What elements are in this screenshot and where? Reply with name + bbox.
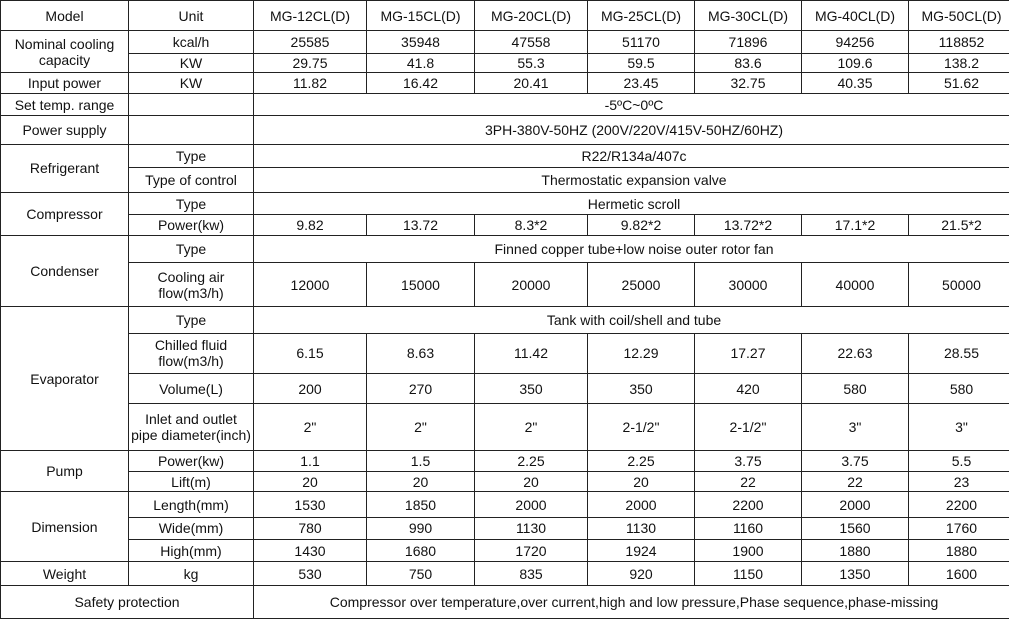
cooling-kw-row — [1, 53, 1009, 72]
value-cell: 25000 — [588, 262, 695, 307]
value-cell: 35948 — [367, 31, 475, 53]
pump-power-row — [1, 450, 1009, 471]
value-cell: 8.63 — [367, 333, 475, 373]
value-cell: 22 — [695, 472, 802, 492]
model-name: MG-20CL(D) — [475, 1, 588, 31]
value-cell: 350 — [588, 374, 695, 404]
model-name: MG-40CL(D) — [802, 1, 909, 31]
value-cell: 9.82 — [254, 215, 367, 235]
refrigerant-control-value: Thermostatic expansion valve — [254, 167, 1009, 192]
power-supply-row — [1, 116, 1009, 144]
value-cell: 2-1/2" — [695, 404, 802, 451]
value-cell: 420 — [695, 374, 802, 404]
value-cell: 1350 — [802, 562, 909, 586]
pump-label: Pump — [1, 450, 129, 491]
value-cell: 109.6 — [802, 53, 909, 72]
compressor-label: Compressor — [1, 193, 129, 235]
sub-label: Length(mm) — [129, 492, 254, 517]
weight-row — [1, 562, 1009, 586]
value-cell: 2" — [254, 404, 367, 451]
value-cell: 750 — [367, 562, 475, 586]
value-cell: 83.6 — [695, 53, 802, 72]
value-cell: 1130 — [475, 517, 588, 539]
pipe-diameter-label: Inlet and outlet pipe diameter(inch) — [131, 411, 251, 444]
weight-label: Weight — [1, 562, 129, 586]
evaporator-label: Evaporator — [1, 307, 129, 451]
compressor-type-row — [1, 193, 1009, 215]
value-cell: 17.27 — [695, 333, 802, 373]
value-cell: 20.41 — [475, 72, 588, 93]
value-cell: 25585 — [254, 31, 367, 53]
value-cell: 270 — [367, 374, 475, 404]
evaporator-pipe-row — [1, 404, 1009, 451]
sub-label: Cooling air flow(m3/h) — [129, 262, 254, 307]
value-cell: 200 — [254, 374, 367, 404]
compressor-power-row — [1, 215, 1009, 235]
value-cell: 20 — [588, 472, 695, 492]
dimension-high-row — [1, 539, 1009, 561]
evaporator-type-value: Tank with coil/shell and tube — [254, 307, 1009, 333]
value-cell: 12.29 — [588, 333, 695, 373]
value-cell: 71896 — [695, 31, 802, 53]
value-cell: 22.63 — [802, 333, 909, 373]
value-cell: 1924 — [588, 539, 695, 561]
compressor-type-value: Hermetic scroll — [254, 193, 1009, 215]
value-cell: 2" — [367, 404, 475, 451]
value-cell: 530 — [254, 562, 367, 586]
value-cell: 2000 — [802, 492, 909, 517]
value-cell: 2000 — [588, 492, 695, 517]
value-cell: 12000 — [254, 262, 367, 307]
value-cell: 30000 — [695, 262, 802, 307]
input-power-label: Input power — [1, 72, 129, 93]
model-name: MG-50CL(D) — [909, 1, 1009, 31]
sub-label — [129, 404, 254, 451]
value-cell: 11.42 — [475, 333, 588, 373]
value-cell: 9.82*2 — [588, 215, 695, 235]
value-cell: 1150 — [695, 562, 802, 586]
value-cell: 6.15 — [254, 333, 367, 373]
safety-row — [1, 586, 1009, 619]
value-cell: 94256 — [802, 31, 909, 53]
value-cell: 1560 — [802, 517, 909, 539]
value-cell: 3.75 — [802, 450, 909, 471]
value-cell: 2200 — [909, 492, 1009, 517]
value-cell: 40000 — [802, 262, 909, 307]
unit-cell: kcal/h — [129, 31, 254, 53]
value-cell: 1900 — [695, 539, 802, 561]
value-cell: 3" — [802, 404, 909, 451]
value-cell: 990 — [367, 517, 475, 539]
dimension-label: Dimension — [1, 492, 129, 562]
condenser-air-row — [1, 262, 1009, 307]
value-cell: 17.1*2 — [802, 215, 909, 235]
model-header: Model — [1, 1, 129, 31]
safety-label: Safety protection — [1, 586, 254, 619]
refrigerant-label: Refrigerant — [1, 144, 129, 193]
value-cell: 15000 — [367, 262, 475, 307]
value-cell: 2-1/2" — [588, 404, 695, 451]
value-cell: 2.25 — [475, 450, 588, 471]
unit-cell: KW — [129, 72, 254, 93]
value-cell: 50000 — [909, 262, 1009, 307]
empty-unit-cell — [129, 116, 254, 144]
pump-lift-row — [1, 472, 1009, 492]
model-name: MG-15CL(D) — [367, 1, 475, 31]
unit-cell: kg — [129, 562, 254, 586]
model-name: MG-25CL(D) — [588, 1, 695, 31]
value-cell: 41.8 — [367, 53, 475, 72]
value-cell: 20 — [254, 472, 367, 492]
power-supply-label: Power supply — [1, 116, 129, 144]
value-cell: 138.2 — [909, 53, 1009, 72]
evaporator-flow-row — [1, 333, 1009, 373]
condenser-type-row — [1, 235, 1009, 262]
value-cell: 1.1 — [254, 450, 367, 471]
value-cell: 23 — [909, 472, 1009, 492]
sub-label: Volume(L) — [129, 374, 254, 404]
value-cell: 1850 — [367, 492, 475, 517]
sub-label: Lift(m) — [129, 472, 254, 492]
sub-label: Type of control — [129, 167, 254, 192]
sub-label: Type — [129, 235, 254, 262]
value-cell: 16.42 — [367, 72, 475, 93]
sub-label: Power(kw) — [129, 215, 254, 235]
model-name: MG-12CL(D) — [254, 1, 367, 31]
evaporator-type-row — [1, 307, 1009, 333]
power-supply-value: 3PH-380V-50HZ (200V/220V/415V-50HZ/60HZ) — [254, 116, 1009, 144]
value-cell: 2200 — [695, 492, 802, 517]
value-cell: 3" — [909, 404, 1009, 451]
value-cell: 350 — [475, 374, 588, 404]
value-cell: 23.45 — [588, 72, 695, 93]
value-cell: 40.35 — [802, 72, 909, 93]
value-cell: 1160 — [695, 517, 802, 539]
value-cell: 920 — [588, 562, 695, 586]
value-cell: 13.72 — [367, 215, 475, 235]
value-cell: 2.25 — [588, 450, 695, 471]
value-cell: 51.62 — [909, 72, 1009, 93]
condenser-type-value: Finned copper tube+low noise outer rotor fan — [254, 235, 1009, 262]
value-cell: 1600 — [909, 562, 1009, 586]
value-cell: 1430 — [254, 539, 367, 561]
value-cell: 5.5 — [909, 450, 1009, 471]
safety-value: Compressor over temperature,over current,high and low pressure,Phase sequence,phase-missing — [254, 586, 1009, 619]
refrigerant-control-row — [1, 167, 1009, 192]
cooling-kcal-row — [1, 31, 1009, 53]
value-cell: 20000 — [475, 262, 588, 307]
value-cell: 59.5 — [588, 53, 695, 72]
refrigerant-type-row — [1, 144, 1009, 167]
evaporator-volume-row — [1, 374, 1009, 404]
model-name: MG-30CL(D) — [695, 1, 802, 31]
value-cell: 1880 — [802, 539, 909, 561]
value-cell: 2000 — [475, 492, 588, 517]
value-cell: 22 — [802, 472, 909, 492]
header-row — [1, 1, 1009, 31]
value-cell: 580 — [909, 374, 1009, 404]
value-cell: 13.72*2 — [695, 215, 802, 235]
value-cell: 20 — [475, 472, 588, 492]
sub-label: Type — [129, 144, 254, 167]
temp-range-label: Set temp. range — [1, 94, 129, 116]
value-cell: 3.75 — [695, 450, 802, 471]
input-power-row — [1, 72, 1009, 93]
dimension-wide-row — [1, 517, 1009, 539]
empty-unit-cell — [129, 94, 254, 116]
cooling-capacity-label: Nominal cooling capacity — [1, 31, 129, 72]
value-cell: 1530 — [254, 492, 367, 517]
value-cell: 118852 — [909, 31, 1009, 53]
unit-header: Unit — [129, 1, 254, 31]
temp-range-row — [1, 94, 1009, 116]
sub-label: Wide(mm) — [129, 517, 254, 539]
value-cell: 55.3 — [475, 53, 588, 72]
value-cell: 28.55 — [909, 333, 1009, 373]
dimension-length-row — [1, 492, 1009, 517]
value-cell: 32.75 — [695, 72, 802, 93]
value-cell: 8.3*2 — [475, 215, 588, 235]
temp-range-value: -5ºC~0ºC — [254, 94, 1009, 116]
unit-cell: KW — [129, 53, 254, 72]
value-cell: 835 — [475, 562, 588, 586]
value-cell: 580 — [802, 374, 909, 404]
value-cell: 29.75 — [254, 53, 367, 72]
value-cell: 780 — [254, 517, 367, 539]
sub-label: Type — [129, 193, 254, 215]
value-cell: 47558 — [475, 31, 588, 53]
value-cell: 51170 — [588, 31, 695, 53]
sub-label: Chilled fluid flow(m3/h) — [129, 333, 254, 373]
sub-label: Type — [129, 307, 254, 333]
value-cell: 2" — [475, 404, 588, 451]
value-cell: 1720 — [475, 539, 588, 561]
sub-label: High(mm) — [129, 539, 254, 561]
value-cell: 11.82 — [254, 72, 367, 93]
value-cell: 1.5 — [367, 450, 475, 471]
value-cell: 20 — [367, 472, 475, 492]
sub-label: Power(kw) — [129, 450, 254, 471]
value-cell: 1130 — [588, 517, 695, 539]
value-cell: 1760 — [909, 517, 1009, 539]
value-cell: 21.5*2 — [909, 215, 1009, 235]
refrigerant-type-value: R22/R134a/407c — [254, 144, 1009, 167]
value-cell: 1880 — [909, 539, 1009, 561]
value-cell: 1680 — [367, 539, 475, 561]
condenser-label: Condenser — [1, 235, 129, 307]
